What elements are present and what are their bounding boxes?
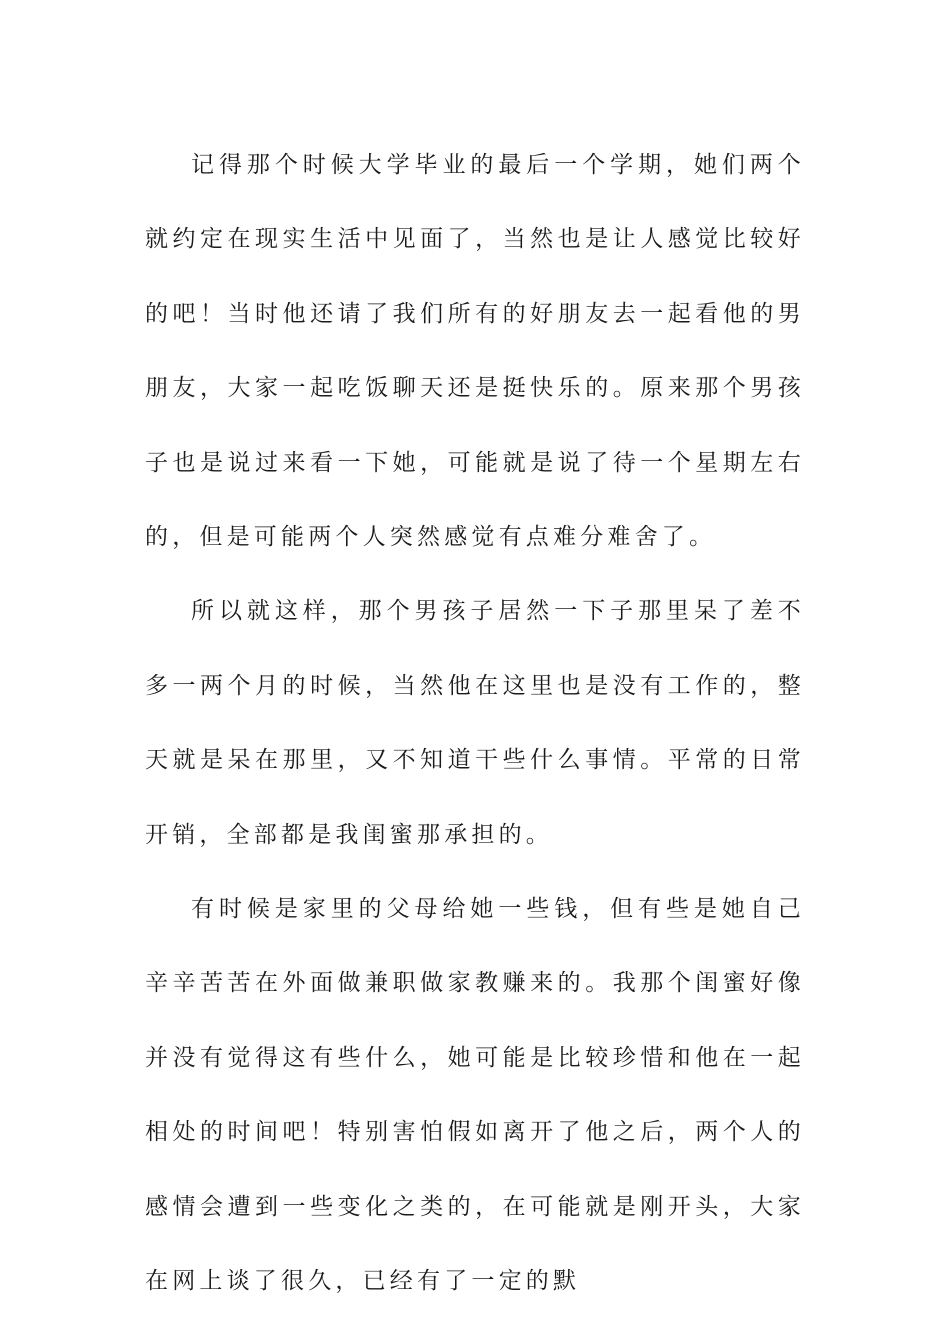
paragraph-3: 有时候是家里的父母给她一些钱，但有些是她自己辛辛苦苦在外面做兼职做家教赚来的。我那个闺蜜好像并没有觉得这有些什么，她可能是比较珍惜和他在一起相处的时间吧！特别害怕假如离开了他之后，两个人的感情会遭到一些变化之类的，在可能就是刚开头，大家在网上谈了很久，已经有了一定的默 (145, 896, 805, 1295)
body-text (145, 128, 805, 1319)
paragraph-1: 记得那个时候大学毕业的最后一个学期，她们两个就约定在现实生活中见面了，当然也是让人感觉比较好的吧！当时他还请了我们所有的好朋友去一起看他的男朋友，大家一起吃饭聊天还是挺快乐的。原来那个男孩子也是说过来看一下她，可能就是说了待一个星期左右的，但是可能两个人突然感觉有点难分难舍了。 (145, 152, 805, 551)
paragraph-2: 所以就这样，那个男孩子居然一下子那里呆了差不多一两个月的时候，当然他在这里也是没有工作的，整天就是呆在那里，又不知道干些什么事情。平常的日常开销，全部都是我闺蜜那承担的。 (145, 598, 805, 848)
